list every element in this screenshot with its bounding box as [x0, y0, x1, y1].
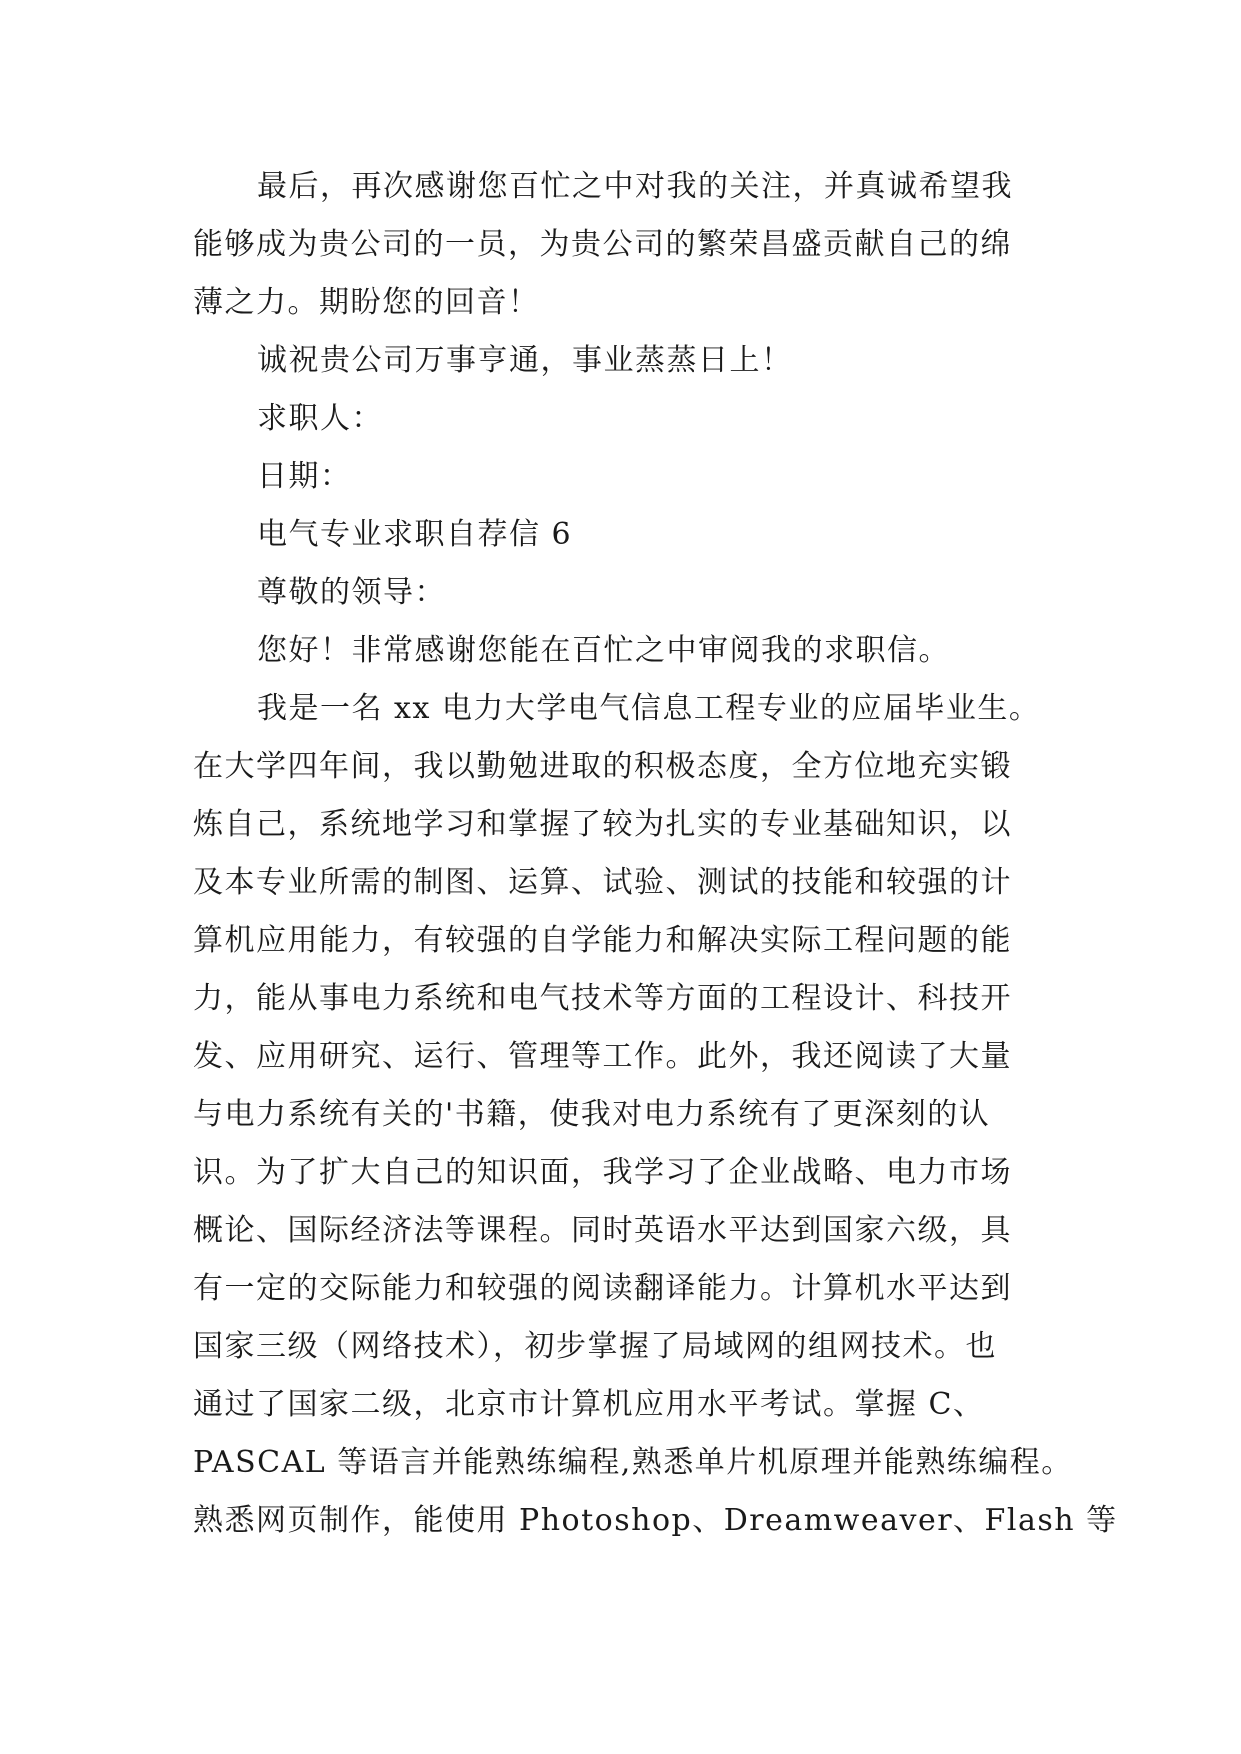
text-line: 算机应用能力，有较强的自学能力和解决实际工程问题的能: [193, 923, 1012, 958]
text-line: 诚祝贵公司万事亨通，事业蒸蒸日上！: [257, 343, 793, 378]
text-line: 最后，再次感谢您百忙之中对我的关注，并真诚希望我: [257, 169, 1013, 204]
text-line: 日期：: [257, 459, 352, 494]
text-line: 概论、国际经济法等课程。同时英语水平达到国家六级，具: [193, 1213, 1012, 1248]
text-line: 薄之力。期盼您的回音！: [193, 285, 540, 320]
text-line: 及本专业所需的制图、运算、试验、测试的技能和较强的计: [193, 865, 1012, 900]
text-line: 炼自己，系统地学习和掌握了较为扎实的专业基础知识，以: [193, 807, 1012, 842]
text-line: 我是一名 xx 电力大学电气信息工程专业的应届毕业生。: [257, 691, 1041, 726]
text-line: 求职人：: [257, 401, 383, 436]
text-line: 您好！非常感谢您能在百忙之中审阅我的求职信。: [257, 633, 950, 668]
text-line: 发、应用研究、运行、管理等工作。此外，我还阅读了大量: [193, 1039, 1012, 1074]
text-line: 尊敬的领导：: [257, 575, 446, 610]
text-line: 熟悉网页制作，能使用 Photoshop、Dreamweaver、Flash 等: [193, 1503, 1118, 1538]
text-line: 电气专业求职自荐信 6: [257, 517, 573, 552]
text-line: PASCAL 等语言并能熟练编程,熟悉单片机原理并能熟练编程。: [193, 1445, 1073, 1480]
text-line: 识。为了扩大自己的知识面，我学习了企业战略、电力市场: [193, 1155, 1012, 1190]
text-line: 在大学四年间，我以勤勉进取的积极态度，全方位地充实锻: [193, 749, 1012, 784]
letter-body: [193, 158, 1118, 1550]
text-line: 能够成为贵公司的一员，为贵公司的繁荣昌盛贡献自己的绵: [193, 227, 1012, 262]
text-line: 国家三级（网络技术），初步掌握了局域网的组网技术。也: [193, 1329, 997, 1364]
text-line: 通过了国家二级，北京市计算机应用水平考试。掌握 C、: [193, 1387, 985, 1422]
text-line: 力，能从事电力系统和电气技术等方面的工程设计、科技开: [193, 981, 1012, 1016]
text-line: 有一定的交际能力和较强的阅读翻译能力。计算机水平达到: [193, 1271, 1012, 1306]
text-line: 与电力系统有关的'书籍，使我对电力系统有了更深刻的认: [193, 1097, 991, 1132]
